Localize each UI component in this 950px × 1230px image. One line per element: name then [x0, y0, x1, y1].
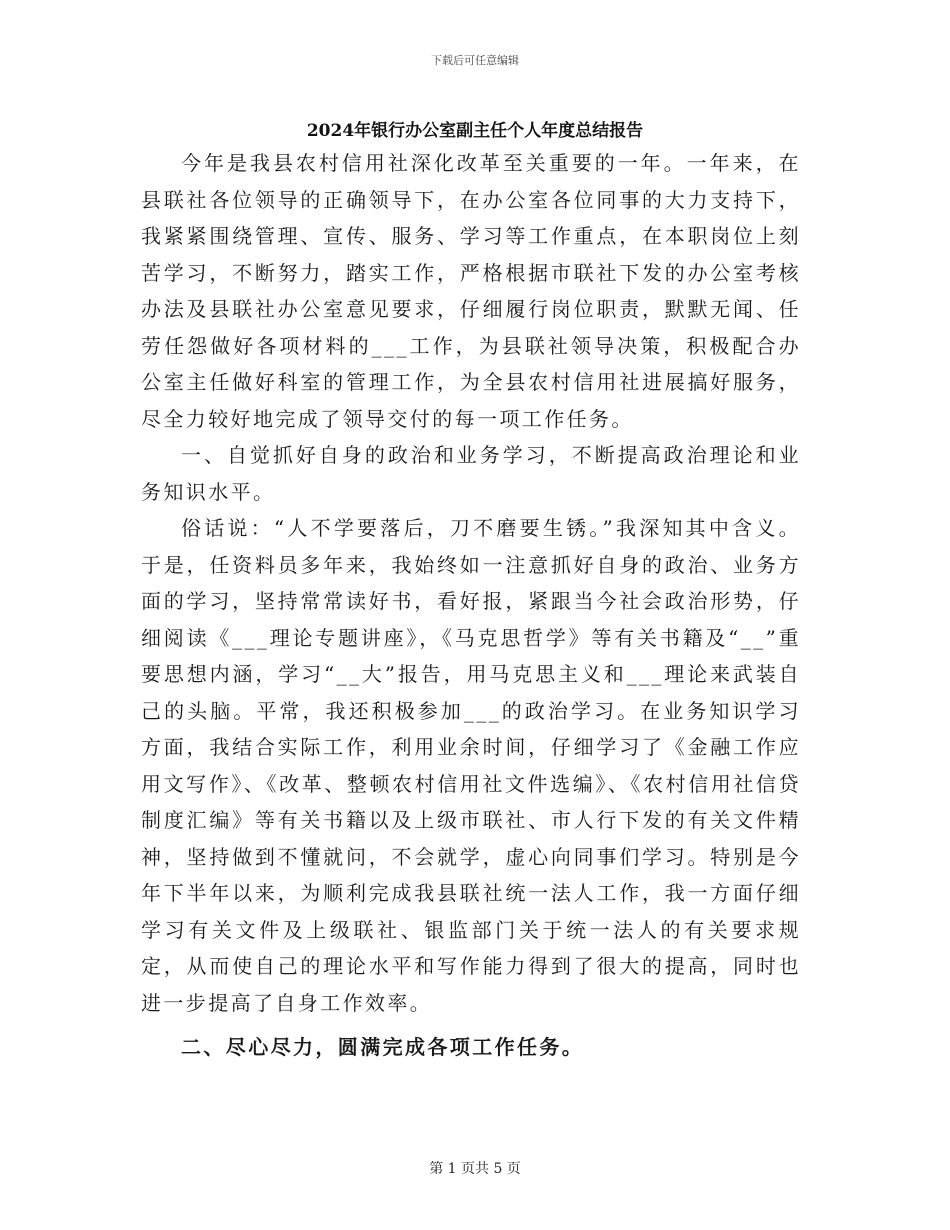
- paragraph-study: 俗话说：“人不学要落后，刀不磨要生锈。”我深知其中含义。于是，任资料员多年来，我始终如一注意抓好自身的政治、业务方面的学习，坚持常常读好书，看好报，紧跟当今社会政治形势，仔细阅读《___理论专题讲座》，《马克思哲学》等有关书籍及“__”重要思想内涵，学习“__大”报告，用马克思主义和___理论来武装自己的头脑。平常，我还积极参加___的政治学习。在业务知识学习方面，我结合实际工作，利用业余时间，仔细学习了《金融工作应用文写作》、《改革、整顿农村信用社文件选编》、《农村信用社信贷制度汇编》等有关书籍以及上级市联社、市人行下发的有关文件精神，坚持做到不懂就问，不会就学，虚心向同事们学习。特别是今年下半年以来，为顺利完成我县联社统一法人工作，我一方面仔细学习有关文件及上级联社、银监部门关于统一法人的有关要求规定，从而使自己的理论水平和写作能力得到了很大的提高，同时也进一步提高了自身工作效率。: [141, 516, 801, 1015]
- document-title: 2024年银行办公室副主任个人年度总结报告: [306, 121, 644, 141]
- section-heading-1: 一、自觉抓好自身的政治和业务学习，不断提高政治理论和业务知识水平。: [141, 443, 801, 504]
- page-footer: 第 1 页共 5 页: [429, 1161, 521, 1177]
- page-header: 下载后可任意编辑: [431, 54, 519, 67]
- paragraph-intro: 今年是我县农村信用社深化改革至关重要的一年。一年来，在县联社各位领导的正确领导下，在办公室各位同事的大力支持下，我紧紧围绕管理、宣传、服务、学习等工作重点，在本职岗位上刻苦学习，不断努力，踏实工作，严格根据市联社下发的办公室考核办法及县联社办公室意见要求，仔细履行岗位职责，默默无闻、任劳任怨做好各项材料的___工作，为县联社领导决策，积极配合办公室主任做好科室的管理工作，为全县农村信用社进展搞好服务，尽全力较好地完成了领导交付的每一项工作任务。: [141, 151, 801, 431]
- document-body: [141, 145, 801, 1066]
- section-heading-2: 二、尽心尽力，圆满完成各项工作任务。: [181, 1035, 585, 1059]
